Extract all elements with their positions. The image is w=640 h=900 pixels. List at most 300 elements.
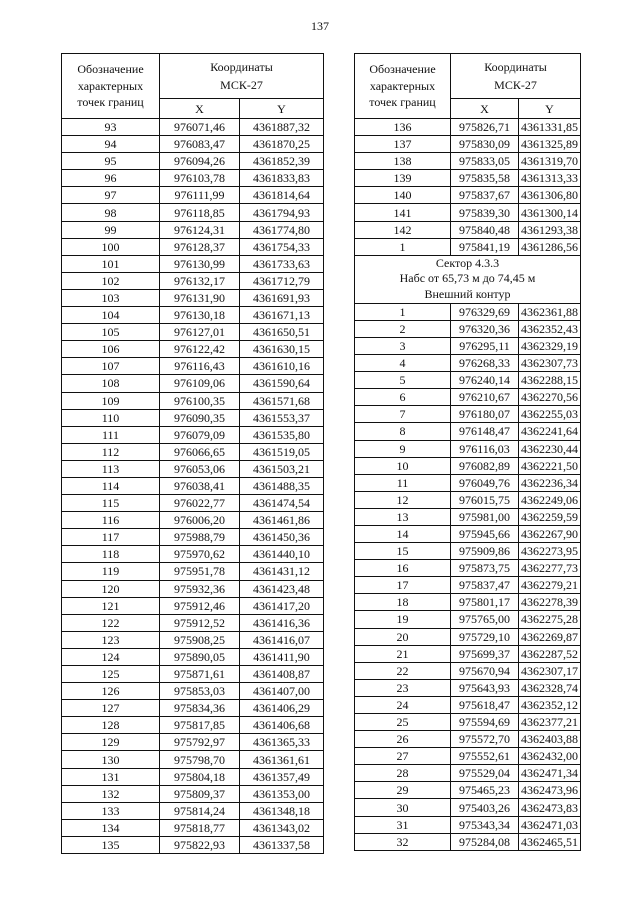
table-row — [62, 289, 324, 306]
coord-y: 4362329,19 — [519, 337, 581, 354]
coord-x: 976053,06 — [160, 460, 240, 477]
point-number: 121 — [62, 597, 160, 614]
coord-x: 976094,26 — [160, 153, 240, 170]
coord-y: 4362279,21 — [519, 577, 581, 594]
table-row — [355, 153, 581, 170]
coord-y: 4361431,12 — [240, 563, 324, 580]
coord-y: 4361406,68 — [240, 717, 324, 734]
header-designation-line: точек границ — [369, 95, 436, 110]
coord-y: 4362473,96 — [519, 782, 581, 799]
header-designation-line: Обозначение — [77, 61, 144, 76]
table-row — [62, 512, 324, 529]
table-row — [355, 731, 581, 748]
point-number: 110 — [62, 409, 160, 426]
right-table-body-bottom — [355, 303, 581, 850]
coord-y: 4361416,36 — [240, 614, 324, 631]
coord-x: 976116,43 — [160, 358, 240, 375]
table-row — [62, 529, 324, 546]
point-number: 6 — [355, 389, 451, 406]
coordinates-table-left — [61, 53, 324, 854]
coord-y: 4361650,51 — [240, 324, 324, 341]
point-number: 120 — [62, 580, 160, 597]
coord-y: 4361286,56 — [519, 238, 581, 255]
coord-x: 976116,03 — [451, 440, 519, 457]
coord-y: 4361331,85 — [519, 119, 581, 136]
point-number: 137 — [355, 136, 451, 153]
point-number: 116 — [62, 512, 160, 529]
point-number: 30 — [355, 799, 451, 816]
table-row — [355, 406, 581, 423]
coord-x: 975594,69 — [451, 714, 519, 731]
point-number: 96 — [62, 170, 160, 187]
coord-x: 975912,46 — [160, 597, 240, 614]
table-row — [355, 440, 581, 457]
point-number: 13 — [355, 508, 451, 525]
coord-y: 4361319,70 — [519, 153, 581, 170]
table-row — [62, 597, 324, 614]
coord-y: 4361794,93 — [240, 204, 324, 221]
table-row — [355, 714, 581, 731]
coord-x: 975809,37 — [160, 785, 240, 802]
point-number: 101 — [62, 255, 160, 272]
coord-x: 976130,99 — [160, 255, 240, 272]
point-number: 25 — [355, 714, 451, 731]
table-row — [62, 255, 324, 272]
coord-y: 4362287,52 — [519, 645, 581, 662]
coord-y: 4361461,86 — [240, 512, 324, 529]
coord-y: 4361348,18 — [240, 802, 324, 819]
coord-y: 4362465,51 — [519, 833, 581, 850]
point-number: 26 — [355, 731, 451, 748]
coord-x: 975912,52 — [160, 614, 240, 631]
point-number: 99 — [62, 221, 160, 238]
point-number: 142 — [355, 221, 451, 238]
table-row — [355, 799, 581, 816]
coord-x: 975837,47 — [451, 577, 519, 594]
point-number: 131 — [62, 768, 160, 785]
table-row — [355, 696, 581, 713]
point-number: 125 — [62, 666, 160, 683]
coord-x: 975572,70 — [451, 731, 519, 748]
coord-y: 4361887,32 — [240, 119, 324, 136]
coord-y: 4361630,15 — [240, 341, 324, 358]
coord-x: 975801,17 — [451, 594, 519, 611]
coord-y: 4361300,14 — [519, 204, 581, 221]
coord-y: 4361535,80 — [240, 426, 324, 443]
coord-y: 4362269,87 — [519, 628, 581, 645]
table-row — [62, 170, 324, 187]
point-number: 112 — [62, 443, 160, 460]
point-number: 31 — [355, 816, 451, 833]
coord-x: 975908,25 — [160, 631, 240, 648]
table-row — [62, 546, 324, 563]
coord-x: 976006,20 — [160, 512, 240, 529]
coord-y: 4361440,10 — [240, 546, 324, 563]
point-number: 21 — [355, 645, 451, 662]
table-row — [62, 136, 324, 153]
coord-y: 4361337,58 — [240, 836, 324, 853]
coord-x: 976122,42 — [160, 341, 240, 358]
point-number: 132 — [62, 785, 160, 802]
coord-x: 976083,47 — [160, 136, 240, 153]
right-table-body-top — [355, 119, 581, 256]
coord-y: 4362270,56 — [519, 389, 581, 406]
point-number: 126 — [62, 683, 160, 700]
coord-y: 4361610,16 — [240, 358, 324, 375]
table-row — [62, 204, 324, 221]
point-number: 15 — [355, 543, 451, 560]
coord-y: 4361571,68 — [240, 392, 324, 409]
table-row — [62, 836, 324, 853]
point-number: 118 — [62, 546, 160, 563]
sector-title: Сектор 4.3.3 — [435, 255, 500, 270]
coord-y: 4362236,34 — [519, 474, 581, 491]
table-row — [355, 560, 581, 577]
table-row — [62, 802, 324, 819]
point-number: 95 — [62, 153, 160, 170]
table-row — [62, 443, 324, 460]
coord-y: 4362432,00 — [519, 748, 581, 765]
coord-x: 975552,61 — [451, 748, 519, 765]
table-row — [62, 460, 324, 477]
table-row — [62, 734, 324, 751]
coord-y: 4362328,74 — [519, 679, 581, 696]
coord-x: 975822,93 — [160, 836, 240, 853]
table-row — [355, 221, 581, 238]
coord-x: 976240,14 — [451, 372, 519, 389]
sector-height-range: Набс от 65,73 м до 74,45 м — [399, 271, 536, 286]
table-row — [355, 577, 581, 594]
table-row — [355, 204, 581, 221]
coord-x: 975817,85 — [160, 717, 240, 734]
coord-x: 976180,07 — [451, 406, 519, 423]
point-number: 104 — [62, 307, 160, 324]
table-row — [355, 372, 581, 389]
point-number: 9 — [355, 440, 451, 457]
coord-y: 4362288,15 — [519, 372, 581, 389]
coord-x: 975970,62 — [160, 546, 240, 563]
coord-x: 975798,70 — [160, 751, 240, 768]
coord-y: 4361353,00 — [240, 785, 324, 802]
point-number: 23 — [355, 679, 451, 696]
table-row — [355, 611, 581, 628]
coord-y: 4362221,50 — [519, 457, 581, 474]
coord-x: 976329,69 — [451, 303, 519, 320]
coord-x: 975833,05 — [451, 153, 519, 170]
coord-x: 975988,79 — [160, 529, 240, 546]
header-x: X — [160, 99, 240, 119]
table-row — [62, 119, 324, 136]
coord-y: 4362352,43 — [519, 320, 581, 337]
coord-x: 975403,26 — [451, 799, 519, 816]
table-row — [355, 119, 581, 136]
header-designation-line: характерных — [77, 78, 144, 93]
point-number: 1 — [355, 303, 451, 320]
left-table-body — [62, 119, 324, 854]
table-row — [355, 748, 581, 765]
table-row — [355, 679, 581, 696]
coord-x: 976210,67 — [451, 389, 519, 406]
table-row — [355, 543, 581, 560]
sector-contour: Внешний контур — [424, 287, 511, 302]
coord-y: 4361852,39 — [240, 153, 324, 170]
coord-y: 4361416,07 — [240, 631, 324, 648]
coord-y: 4362352,12 — [519, 696, 581, 713]
point-number: 14 — [355, 525, 451, 542]
coord-y: 4361833,83 — [240, 170, 324, 187]
coord-y: 4361313,33 — [519, 170, 581, 187]
coord-x: 976038,41 — [160, 477, 240, 494]
page-number: 137 — [311, 19, 329, 33]
table-row — [355, 491, 581, 508]
table-row — [355, 187, 581, 204]
point-number: 139 — [355, 170, 451, 187]
point-number: 133 — [62, 802, 160, 819]
table-row — [355, 337, 581, 354]
point-number: 106 — [62, 341, 160, 358]
coord-x: 975699,37 — [451, 645, 519, 662]
point-number: 117 — [62, 529, 160, 546]
point-number: 115 — [62, 495, 160, 512]
coord-x: 976320,36 — [451, 320, 519, 337]
header-designation — [355, 54, 451, 119]
point-number: 93 — [62, 119, 160, 136]
coord-x: 975951,78 — [160, 563, 240, 580]
coord-x: 975840,48 — [451, 221, 519, 238]
coord-y: 4361553,37 — [240, 409, 324, 426]
header-y: Y — [519, 99, 581, 119]
coord-x: 976100,35 — [160, 392, 240, 409]
coord-x: 975932,36 — [160, 580, 240, 597]
coord-x: 975284,08 — [451, 833, 519, 850]
table-row — [355, 508, 581, 525]
table-row — [62, 238, 324, 255]
header-coordinates-line: МСК-27 — [220, 78, 263, 92]
coord-y: 4362277,73 — [519, 560, 581, 577]
coord-x: 975529,04 — [451, 765, 519, 782]
point-number: 129 — [62, 734, 160, 751]
point-number: 98 — [62, 204, 160, 221]
coord-y: 4361361,61 — [240, 751, 324, 768]
coord-y: 4362241,64 — [519, 423, 581, 440]
coord-x: 976090,35 — [160, 409, 240, 426]
coord-x: 975792,97 — [160, 734, 240, 751]
coord-y: 4362361,88 — [519, 303, 581, 320]
point-number: 108 — [62, 375, 160, 392]
coord-x: 976131,90 — [160, 289, 240, 306]
coord-y: 4361411,90 — [240, 648, 324, 665]
header-y: Y — [240, 99, 324, 119]
coord-y: 4361503,21 — [240, 460, 324, 477]
table-row — [62, 700, 324, 717]
table-row — [355, 457, 581, 474]
point-number: 113 — [62, 460, 160, 477]
point-number: 100 — [62, 238, 160, 255]
table-row — [62, 580, 324, 597]
coord-x: 976022,77 — [160, 495, 240, 512]
table-row — [62, 614, 324, 631]
coord-y: 4362275,28 — [519, 611, 581, 628]
point-number: 105 — [62, 324, 160, 341]
point-number: 22 — [355, 662, 451, 679]
table-row — [62, 768, 324, 785]
table-row — [62, 426, 324, 443]
table-row — [62, 392, 324, 409]
coord-x: 976015,75 — [451, 491, 519, 508]
coord-x: 975945,66 — [451, 525, 519, 542]
coord-x: 976079,09 — [160, 426, 240, 443]
table-row — [62, 187, 324, 204]
coord-y: 4362473,83 — [519, 799, 581, 816]
table-row — [355, 320, 581, 337]
point-number: 123 — [62, 631, 160, 648]
header-coordinates — [160, 54, 324, 99]
point-number: 2 — [355, 320, 451, 337]
coord-y: 4361488,35 — [240, 477, 324, 494]
point-number: 27 — [355, 748, 451, 765]
coord-y: 4361306,80 — [519, 187, 581, 204]
table-row — [355, 238, 581, 255]
coord-y: 4361408,87 — [240, 666, 324, 683]
coord-x: 976071,46 — [160, 119, 240, 136]
point-number: 138 — [355, 153, 451, 170]
coord-y: 4361293,38 — [519, 221, 581, 238]
table-row — [62, 631, 324, 648]
point-number: 3 — [355, 337, 451, 354]
table-row — [62, 683, 324, 700]
coord-x: 975830,09 — [451, 136, 519, 153]
coord-x: 975765,00 — [451, 611, 519, 628]
coord-x: 975618,47 — [451, 696, 519, 713]
point-number: 32 — [355, 833, 451, 850]
point-number: 94 — [62, 136, 160, 153]
header-coordinates-line: Координаты — [484, 60, 547, 74]
header-x: X — [451, 99, 519, 119]
sector-row — [355, 255, 581, 303]
point-number: 135 — [62, 836, 160, 853]
coord-y: 4361519,05 — [240, 443, 324, 460]
sector-heading — [355, 255, 581, 303]
point-number: 29 — [355, 782, 451, 799]
coordinates-table-right — [354, 53, 581, 851]
coord-y: 4362230,44 — [519, 440, 581, 457]
coord-x: 975839,30 — [451, 204, 519, 221]
coord-x: 975804,18 — [160, 768, 240, 785]
table-row — [355, 136, 581, 153]
point-number: 4 — [355, 355, 451, 372]
coord-y: 4361417,20 — [240, 597, 324, 614]
table-row — [62, 477, 324, 494]
coord-x: 976132,17 — [160, 272, 240, 289]
table-row — [355, 645, 581, 662]
coord-x: 976268,33 — [451, 355, 519, 372]
table-row — [355, 782, 581, 799]
point-number: 119 — [62, 563, 160, 580]
coord-y: 4361357,49 — [240, 768, 324, 785]
point-number: 136 — [355, 119, 451, 136]
point-number: 102 — [62, 272, 160, 289]
table-row — [355, 816, 581, 833]
point-number: 10 — [355, 457, 451, 474]
coord-x: 975835,58 — [451, 170, 519, 187]
coord-y: 4362255,03 — [519, 406, 581, 423]
point-number: 1 — [355, 238, 451, 255]
table-row — [62, 819, 324, 836]
coord-x: 975643,93 — [451, 679, 519, 696]
coord-x: 975837,67 — [451, 187, 519, 204]
table-row — [355, 525, 581, 542]
coord-x: 976118,85 — [160, 204, 240, 221]
coord-x: 976124,31 — [160, 221, 240, 238]
point-number: 103 — [62, 289, 160, 306]
point-number: 17 — [355, 577, 451, 594]
coord-x: 975841,19 — [451, 238, 519, 255]
coord-x: 976082,89 — [451, 457, 519, 474]
header-designation — [62, 54, 160, 119]
coord-y: 4362403,88 — [519, 731, 581, 748]
coord-y: 4361343,02 — [240, 819, 324, 836]
point-number: 24 — [355, 696, 451, 713]
table-row — [62, 375, 324, 392]
point-number: 16 — [355, 560, 451, 577]
table-row — [62, 648, 324, 665]
coord-y: 4361774,80 — [240, 221, 324, 238]
coord-y: 4361407,00 — [240, 683, 324, 700]
point-number: 8 — [355, 423, 451, 440]
coord-y: 4362278,39 — [519, 594, 581, 611]
coord-x: 976127,01 — [160, 324, 240, 341]
coord-x: 976066,65 — [160, 443, 240, 460]
coord-y: 4361590,64 — [240, 375, 324, 392]
coord-y: 4361423,48 — [240, 580, 324, 597]
header-coordinates-line: Координаты — [210, 60, 273, 74]
point-number: 140 — [355, 187, 451, 204]
table-row — [62, 358, 324, 375]
coord-x: 975818,77 — [160, 819, 240, 836]
table-row — [62, 785, 324, 802]
table-row — [62, 666, 324, 683]
table-row — [62, 307, 324, 324]
coord-x: 976130,18 — [160, 307, 240, 324]
coord-y: 4361691,93 — [240, 289, 324, 306]
coord-x: 976103,78 — [160, 170, 240, 187]
coord-x: 976295,11 — [451, 337, 519, 354]
table-row — [355, 765, 581, 782]
coord-x: 975465,23 — [451, 782, 519, 799]
point-number: 97 — [62, 187, 160, 204]
coord-x: 975981,00 — [451, 508, 519, 525]
coord-y: 4362471,03 — [519, 816, 581, 833]
coord-x: 976049,76 — [451, 474, 519, 491]
coord-y: 4361733,63 — [240, 255, 324, 272]
table-row — [62, 495, 324, 512]
coord-y: 4361450,36 — [240, 529, 324, 546]
coord-x: 975890,05 — [160, 648, 240, 665]
coord-y: 4362377,21 — [519, 714, 581, 731]
coord-x: 975814,24 — [160, 802, 240, 819]
coord-x: 975909,86 — [451, 543, 519, 560]
point-number: 130 — [62, 751, 160, 768]
table-row — [355, 474, 581, 491]
coord-y: 4362267,90 — [519, 525, 581, 542]
coord-y: 4362249,06 — [519, 491, 581, 508]
table-row — [355, 833, 581, 850]
table-row — [355, 355, 581, 372]
coord-x: 976128,37 — [160, 238, 240, 255]
table-row — [355, 389, 581, 406]
point-number: 109 — [62, 392, 160, 409]
table-row — [62, 221, 324, 238]
